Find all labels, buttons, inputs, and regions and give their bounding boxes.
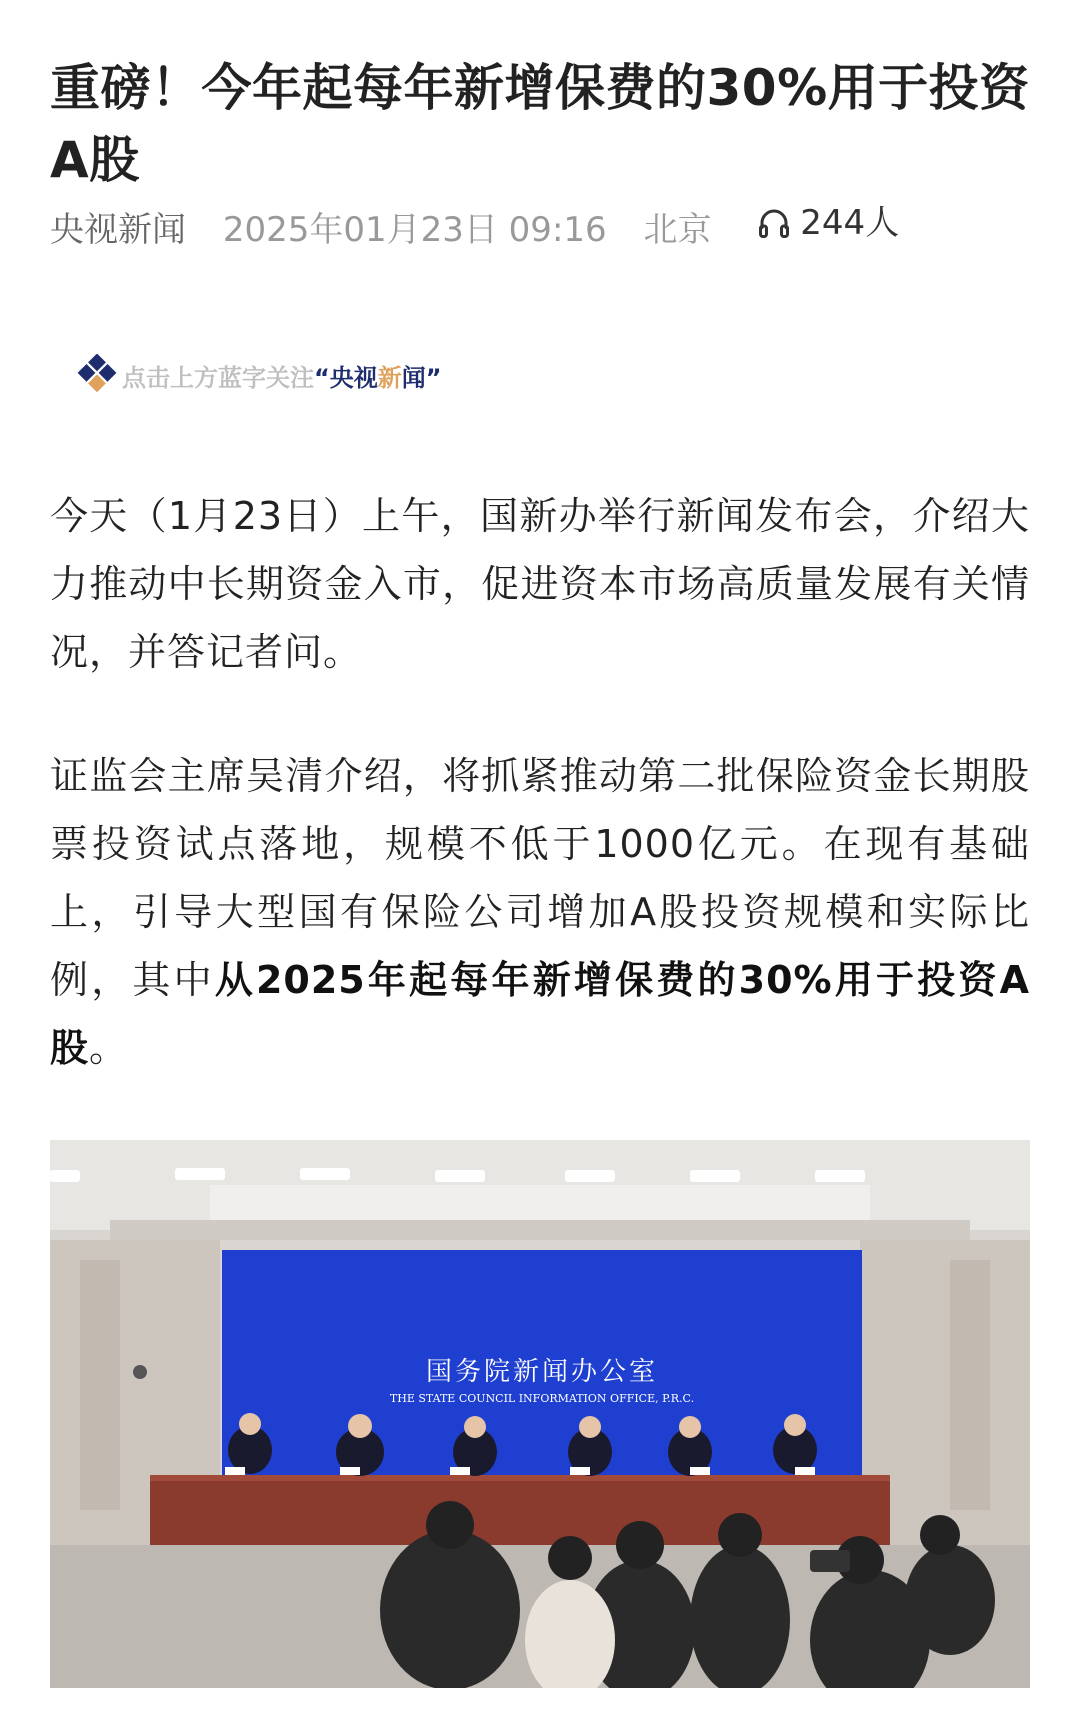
brand-text-open: “央视 — [314, 363, 378, 392]
article-title: 重磅！今年起每年新增保费的30%用于投资A股 — [50, 58, 1030, 189]
backdrop-title-en: THE STATE COUNCIL INFORMATION OFFICE, P.R.C. — [389, 1392, 695, 1405]
paragraph-detail — [50, 742, 1030, 1082]
press-conference-photo[interactable] — [50, 1140, 1030, 1688]
publish-datetime: 2025年01月23日 09:16 — [222, 210, 607, 250]
listen-button[interactable] — [756, 198, 899, 248]
paragraph-detail-end: 。 — [89, 1026, 129, 1070]
follow-brand — [314, 358, 442, 393]
paragraph-intro: 今天（1月23日）上午，国新办举行新闻发布会，介绍大力推动中长期资金入市，促进资本市场高质量发展有关情况，并答记者问。 — [50, 494, 1030, 674]
article-meta — [50, 198, 1030, 248]
source-link[interactable]: 央视新闻 — [50, 210, 186, 250]
paragraph-detail-highlight: 从2025年起每年新增保费的30%用于投资A股 — [50, 958, 1030, 1070]
brand-text-close: 闻” — [401, 363, 442, 392]
headphones-icon — [756, 205, 792, 241]
backdrop-title-cn: 国务院新闻办公室 — [425, 1357, 659, 1387]
cctv-news-logo-icon — [76, 354, 118, 396]
publish-location: 北京 — [643, 210, 712, 250]
brand-text-highlight: 新 — [377, 363, 402, 392]
listen-count: 244人 — [800, 203, 900, 243]
paragraph-detail-text: 证监会主席吴清介绍，将抓紧推动第二批保险资金长期股票投资试点落地，规模不低于1000亿元。在现有基础上，引导大型国有保险公司增加A股投资规模和实际比例，其中 — [50, 754, 1030, 1002]
follow-prompt: 点击上方蓝字关注 — [122, 363, 314, 392]
follow-banner[interactable] — [76, 352, 442, 398]
